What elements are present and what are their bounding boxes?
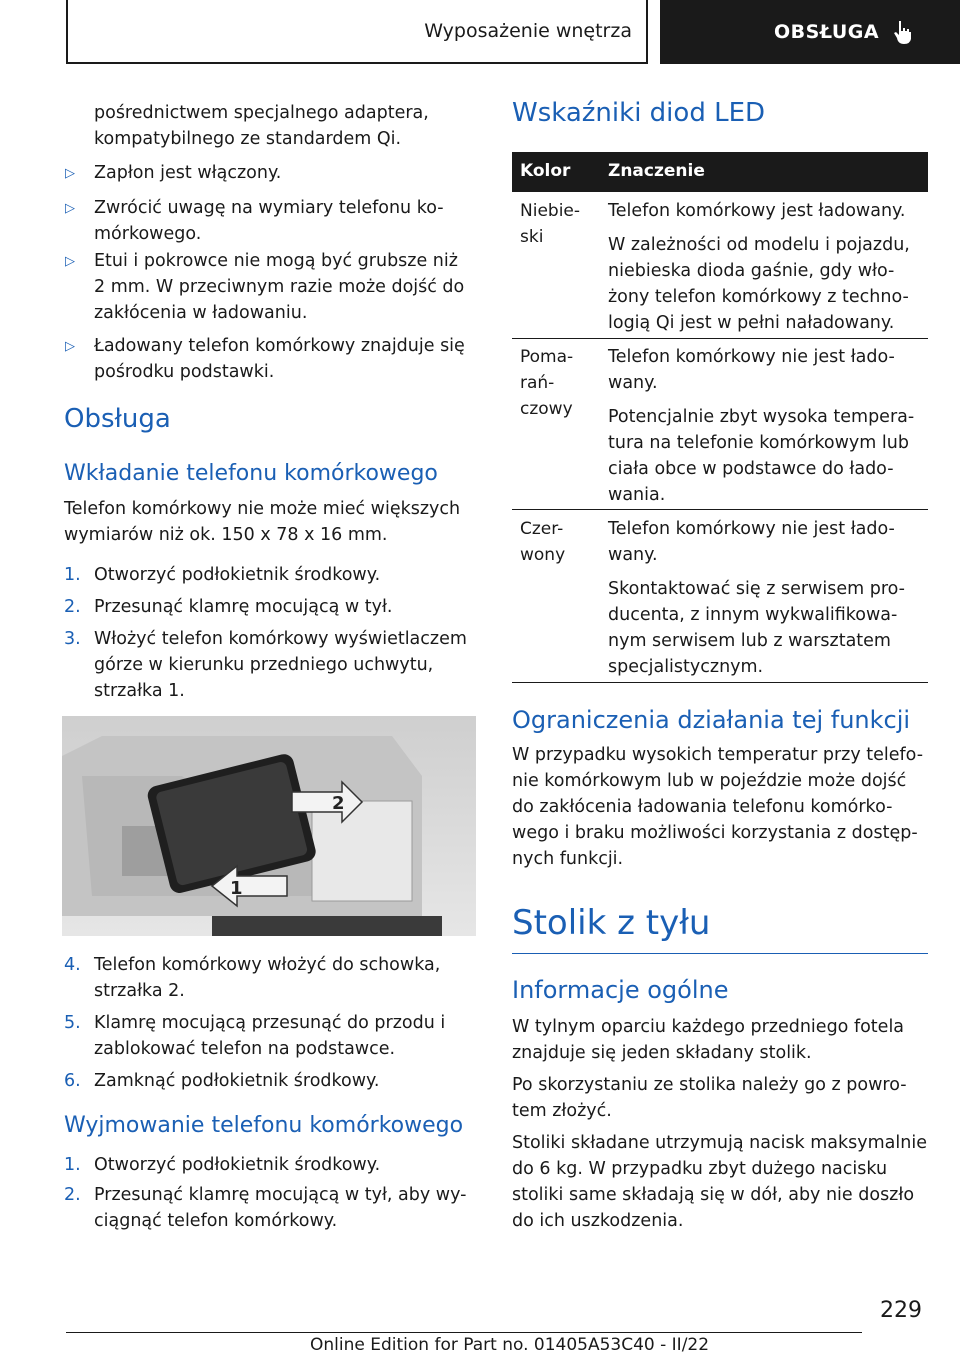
column-header-kolor: Kolor — [520, 161, 571, 181]
cell-line: ducenta, z innym wykwalifikowa- — [608, 605, 898, 625]
step-text: Klamrę mocującą przesunąć do przodu i — [94, 1013, 446, 1033]
intro-line: kompatybilnego ze standardem Qi. — [94, 129, 402, 149]
cell-line: Potencjalnie zbyt wysoka tempera- — [608, 407, 915, 427]
paragraph-line: Telefon komórkowy nie może mieć większych — [64, 499, 461, 519]
bullet-item: pośrodku podstawki. — [94, 362, 275, 382]
cell-line: W zależności od modelu i pojazdu, — [608, 235, 910, 255]
cell-line: wany. — [608, 373, 658, 393]
step-number: 1. — [64, 565, 81, 585]
heading-wkladanie: Wkładanie telefonu komórkowego — [64, 461, 438, 486]
page-number: 229 — [880, 1298, 922, 1323]
heading-obsluga: Obsługa — [64, 404, 171, 434]
cell-line: specjalistycznym. — [608, 657, 764, 677]
edition-text: Online Edition for Part no. 01405A53C40 - II/22 — [310, 1335, 710, 1355]
step-number: 4. — [64, 955, 81, 975]
table-divider — [512, 509, 928, 510]
step-number: 3. — [64, 629, 81, 649]
step-text: ciągnąć telefon komórkowy. — [94, 1211, 338, 1231]
arrow-1-label: 1 — [230, 878, 243, 899]
cell-line: czowy — [520, 399, 573, 419]
step-text: strzałka 1. — [94, 681, 185, 701]
cell-line: wony — [520, 545, 566, 565]
paragraph-line: nych funkcji. — [512, 849, 624, 869]
cell-line: rań- — [520, 373, 555, 393]
cell-meaning — [608, 344, 920, 508]
paragraph-line: tem złożyć. — [512, 1101, 612, 1121]
step-number: 6. — [64, 1071, 81, 1091]
bullet-triangle-icon: ▷ — [65, 201, 75, 216]
cell-line: żony telefon komórkowy z techno- — [608, 287, 909, 307]
cell-line: ciała obce w podstawce do łado- — [608, 459, 894, 479]
cell-line: Niebie- — [520, 201, 581, 221]
cell-color — [520, 198, 596, 250]
heading-led: Wskaźniki diod LED — [512, 98, 766, 128]
bullet-item: zakłócenia w ładowaniu. — [94, 303, 308, 323]
paragraph-line: do 6 kg. W przypadku zbyt dużego nacisku — [512, 1159, 888, 1179]
bullet-item: Ładowany telefon komórkowy znajduje się — [94, 336, 465, 356]
step-number: 2. — [64, 597, 81, 617]
paragraph-line: W tylnym oparciu każdego przedniego fotela — [512, 1017, 905, 1037]
bullet-item: Zwrócić uwagę na wymiary telefonu ko- — [94, 198, 444, 218]
step-text: Przesunąć klamrę mocującą w tył, aby wy- — [94, 1185, 467, 1205]
cell-line: Czer- — [520, 519, 564, 539]
table-header — [512, 152, 928, 192]
step-number: 5. — [64, 1013, 81, 1033]
cell-line: Poma- — [520, 347, 574, 367]
cell-line: logią Qi jest w pełni naładowany. — [608, 313, 895, 333]
cell-color — [520, 344, 596, 422]
arrow-2-label: 2 — [332, 793, 345, 814]
cell-line: tura na telefonie komórkowym lub — [608, 433, 909, 453]
step-text: Włożyć telefon komórkowy wyświetlaczem — [94, 629, 467, 649]
step-text: Otworzyć podłokietnik środkowy. — [94, 565, 381, 585]
bullet-item: Etui i pokrowce nie mogą być grubsze niż — [94, 251, 458, 271]
phone-insertion-illustration — [62, 716, 476, 936]
bullet-item: Zapłon jest włączony. — [94, 163, 282, 183]
step-text: górze w kierunku przedniego uchwytu, — [94, 655, 434, 675]
bullet-item: 2 mm. W przeciwnym razie może dojść do — [94, 277, 465, 297]
heading-stolik: Stolik z tyłu — [512, 903, 711, 943]
column-header-znaczenie: Znaczenie — [608, 161, 705, 181]
cell-line: niebieska dioda gaśnie, gdy wło- — [608, 261, 895, 281]
cell-meaning — [608, 516, 920, 680]
cell-line: nym serwisem lub z warsztatem — [608, 631, 891, 651]
chapter-header — [660, 0, 960, 64]
paragraph-line: stoliki same składają się w dół, aby nie doszło — [512, 1185, 915, 1205]
step-text: strzałka 2. — [94, 981, 185, 1001]
cell-color — [520, 516, 596, 568]
paragraph-line: do zakłócenia ładowania telefonu komórko- — [512, 797, 893, 817]
table-divider — [512, 338, 928, 339]
bullet-triangle-icon: ▷ — [65, 166, 75, 181]
hand-pointer-icon — [893, 19, 915, 45]
cell-line: ski — [520, 227, 544, 247]
cell-line: Skontaktować się z serwisem pro- — [608, 579, 905, 599]
bullet-item: mórkowego. — [94, 224, 202, 244]
heading-ograniczenia: Ograniczenia działania tej funkcji — [512, 706, 911, 734]
cell-line: Telefon komórkowy jest ładowany. — [608, 201, 906, 221]
paragraph-line: W przypadku wysokich temperatur przy telefo- — [512, 745, 924, 765]
footer-rule — [66, 1332, 862, 1333]
step-text: Przesunąć klamrę mocującą w tył. — [94, 597, 393, 617]
step-text: Telefon komórkowy włożyć do schowka, — [94, 955, 441, 975]
heading-informacje: Informacje ogólne — [512, 976, 729, 1004]
step-text: Otworzyć podłokietnik środkowy. — [94, 1155, 381, 1175]
heading-wyjmowanie: Wyjmowanie telefonu komórkowego — [64, 1113, 464, 1138]
paragraph-line: nie komórkowym lub w pojeździe może dojść — [512, 771, 907, 791]
cell-line: Telefon komórkowy nie jest łado- — [608, 519, 895, 539]
step-number: 2. — [64, 1185, 81, 1205]
cell-meaning — [608, 198, 920, 336]
chapter-title: OBSŁUGA — [774, 21, 880, 43]
heading-rule — [512, 953, 928, 954]
step-number: 1. — [64, 1155, 81, 1175]
cell-line: wania. — [608, 485, 666, 505]
paragraph-line: wymiarów niż ok. 150 x 78 x 16 mm. — [64, 525, 388, 545]
table-divider — [512, 682, 928, 683]
paragraph-line: Po skorzystaniu ze stolika należy go z powro- — [512, 1075, 907, 1095]
bullet-triangle-icon: ▷ — [65, 254, 75, 269]
phone-insertion-photo — [62, 716, 476, 936]
step-text: zablokować telefon na podstawce. — [94, 1039, 396, 1059]
paragraph-line: wego i braku możliwości korzystania z dostęp- — [512, 823, 918, 843]
paragraph-line: znajduje się jeden składany stolik. — [512, 1043, 812, 1063]
paragraph-line: Stoliki składane utrzymują nacisk maksymalnie — [512, 1133, 927, 1153]
section-title: Wyposażenie wnętrza — [424, 20, 632, 42]
cell-line: wany. — [608, 545, 658, 565]
paragraph-line: do ich uszkodzenia. — [512, 1211, 684, 1231]
section-header — [66, 0, 648, 64]
step-text: Zamknąć podłokietnik środkowy. — [94, 1071, 380, 1091]
bullet-triangle-icon: ▷ — [65, 339, 75, 354]
cell-line: Telefon komórkowy nie jest łado- — [608, 347, 895, 367]
intro-line: pośrednictwem specjalnego adaptera, — [94, 103, 429, 123]
